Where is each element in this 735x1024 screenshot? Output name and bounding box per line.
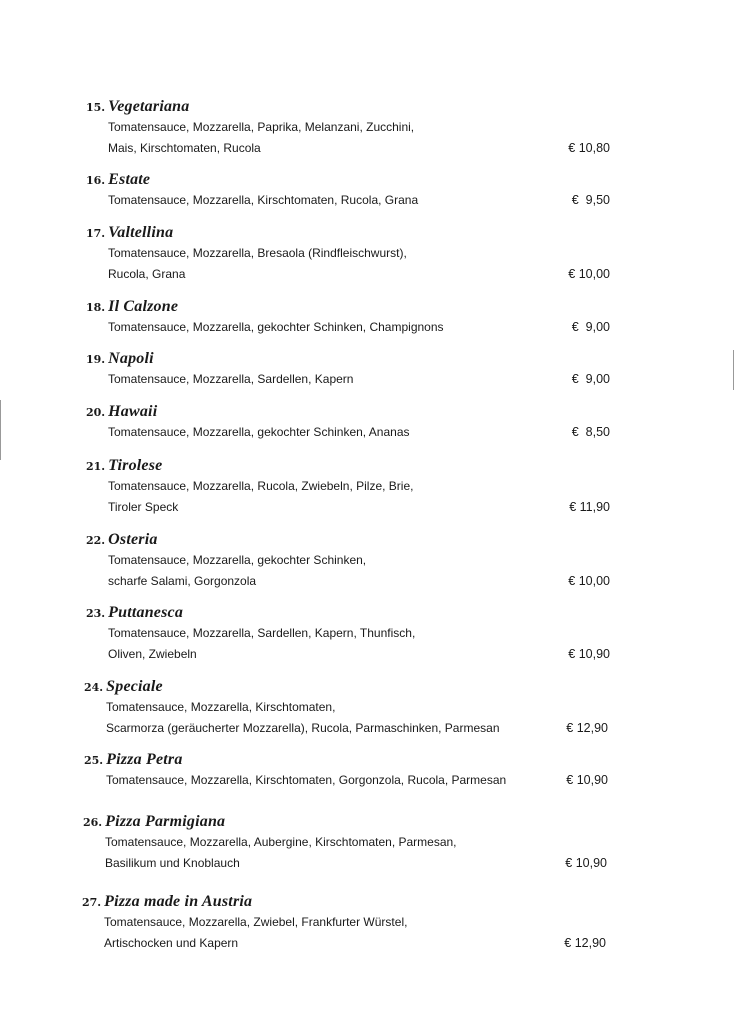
description-text: Artischocken und Kapern: [104, 936, 239, 950]
item-number: 15.: [86, 101, 106, 114]
description-text: Tomatensauce, Mozzarella, Aubergine, Kirschtomaten, Parmesan,: [105, 835, 457, 849]
menu-item: [86, 349, 612, 390]
item-price: € 9,50: [571, 193, 610, 207]
item-description-line: [86, 190, 612, 211]
description-text: Tomatensauce, Mozzarella, Rucola, Zwiebeln, Pilze, Brie,: [108, 479, 414, 493]
item-name: Estate: [108, 171, 151, 188]
description-text: Tomatensauce, Mozzarella, Kirschtomaten, Rucola, Grana: [108, 193, 419, 207]
item-number: 22.: [86, 534, 106, 547]
menu-item: [86, 297, 612, 338]
item-price: € 10,90: [568, 647, 610, 661]
description-text: Mais, Kirschtomaten, Rucola: [108, 141, 261, 155]
menu-item: [86, 603, 612, 665]
item-description-line: [82, 912, 608, 933]
menu-item-header: [86, 402, 612, 422]
menu-item: [86, 456, 612, 518]
item-name: Valtellina: [108, 224, 174, 241]
item-number: 23.: [86, 607, 106, 620]
menu-item-header: [86, 530, 612, 550]
menu-item: [86, 530, 612, 592]
scan-edge-mark: [0, 400, 1, 460]
item-description-line: [84, 770, 610, 791]
item-price: € 10,90: [565, 856, 607, 870]
item-price: € 8,50: [571, 425, 610, 439]
description-text: Tomatensauce, Mozzarella, Bresaola (Rindfleischwurst),: [108, 246, 407, 260]
item-description-line: [86, 476, 612, 497]
item-number: 17.: [86, 227, 106, 240]
item-price: € 10,00: [568, 267, 610, 281]
item-description-line: [84, 718, 610, 739]
menu-item-header: [86, 97, 612, 117]
description-text: Tiroler Speck: [108, 500, 179, 514]
item-description-line: [86, 623, 612, 644]
item-description-line: [86, 138, 612, 159]
item-name: Pizza Parmigiana: [105, 813, 226, 830]
scan-edge-mark: [733, 350, 734, 390]
item-description-line: [86, 317, 612, 338]
item-name: Il Calzone: [108, 298, 179, 315]
description-text: Oliven, Zwiebeln: [108, 647, 197, 661]
menu-item-header: [86, 456, 612, 476]
item-description-line: [84, 697, 610, 718]
description-text: Tomatensauce, Mozzarella, Paprika, Melanzani, Zucchini,: [108, 120, 415, 134]
description-text: Tomatensauce, Mozzarella, Kirschtomaten, Gorgonzola, Rucola, Parmesan: [106, 773, 507, 787]
item-number: 19.: [86, 353, 106, 366]
item-description-line: [86, 550, 612, 571]
menu-item-header: [84, 677, 610, 697]
item-description-line: [83, 832, 609, 853]
menu-item-header: [86, 349, 612, 369]
description-text: Rucola, Grana: [108, 267, 186, 281]
menu-item-header: [86, 223, 612, 243]
item-price: € 10,80: [568, 141, 610, 155]
item-description-line: [86, 571, 612, 592]
description-text: Tomatensauce, Mozzarella, Kirschtomaten,: [106, 700, 336, 714]
item-number: 27.: [82, 896, 102, 909]
menu-item: [86, 402, 612, 443]
item-description-line: [86, 117, 612, 138]
menu-item: [84, 750, 610, 791]
item-number: 21.: [86, 460, 106, 473]
description-text: Tomatensauce, Mozzarella, Sardellen, Kapern, Thunfisch,: [108, 626, 416, 640]
item-description-line: [86, 243, 612, 264]
description-text: Tomatensauce, Mozzarella, Sardellen, Kapern: [108, 372, 354, 386]
item-name: Osteria: [108, 531, 158, 548]
item-description-line: [86, 422, 612, 443]
item-description-line: [86, 264, 612, 285]
item-name: Vegetariana: [108, 98, 190, 115]
item-number: 26.: [83, 816, 103, 829]
menu-item: [86, 223, 612, 285]
item-name: Pizza made in Austria: [104, 893, 253, 910]
item-number: 20.: [86, 406, 106, 419]
menu-item: [82, 892, 608, 954]
item-description-line: [83, 853, 609, 874]
item-name: Hawaii: [108, 403, 158, 420]
item-name: Speciale: [106, 678, 163, 695]
item-description-line: [86, 369, 612, 390]
menu-item-header: [86, 297, 612, 317]
menu-item: [83, 812, 609, 874]
item-name: Puttanesca: [108, 604, 184, 621]
description-text: scharfe Salami, Gorgonzola: [108, 574, 257, 588]
menu-item-header: [86, 170, 612, 190]
menu-item-header: [84, 750, 610, 770]
item-description-line: [86, 644, 612, 665]
item-number: 16.: [86, 174, 106, 187]
item-price: € 12,90: [566, 721, 608, 735]
menu-item: [84, 677, 610, 739]
item-number: 24.: [84, 681, 104, 694]
description-text: Basilikum und Knoblauch: [105, 856, 240, 870]
item-price: € 11,90: [569, 500, 610, 514]
menu-item-header: [86, 603, 612, 623]
menu-item: [86, 97, 612, 159]
item-price: € 12,90: [564, 936, 606, 950]
item-name: Tirolese: [108, 457, 163, 474]
item-price: € 9,00: [571, 372, 610, 386]
description-text: Tomatensauce, Mozzarella, gekochter Schinken, Champignons: [108, 320, 444, 334]
item-number: 25.: [84, 754, 104, 767]
description-text: Tomatensauce, Mozzarella, gekochter Schinken,: [108, 553, 367, 567]
description-text: Tomatensauce, Mozzarella, gekochter Schinken, Ananas: [108, 425, 410, 439]
item-name: Napoli: [108, 350, 154, 367]
menu-item: [86, 170, 612, 211]
item-price: € 10,90: [566, 773, 608, 787]
description-text: Scarmorza (geräucherter Mozzarella), Rucola, Parmaschinken, Parmesan: [106, 721, 500, 735]
menu-item-header: [82, 892, 608, 912]
item-number: 18.: [86, 301, 106, 314]
description-text: Tomatensauce, Mozzarella, Zwiebel, Frankfurter Würstel,: [104, 915, 408, 929]
item-description-line: [82, 933, 608, 954]
item-price: € 9,00: [571, 320, 610, 334]
item-description-line: [86, 497, 612, 518]
item-price: € 10,00: [568, 574, 610, 588]
menu-item-header: [83, 812, 609, 832]
item-name: Pizza Petra: [106, 751, 183, 768]
